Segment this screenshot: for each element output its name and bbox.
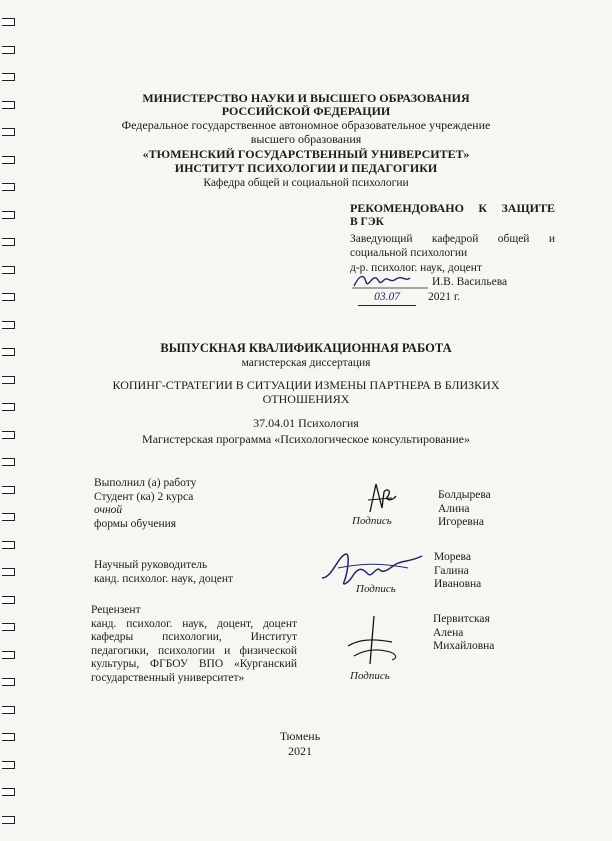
reviewer-line-5: культуры, ФГБОУ ВПО «Курганский: [91, 658, 297, 670]
program: Магистерская программа «Психологическое консультирование»: [142, 432, 470, 446]
reviewer-line-2: канд. психолог. наук, доцент, доцент: [91, 617, 297, 630]
head-name: И.В. Васильева: [432, 276, 508, 288]
supervisor-patronymic: Ивановна: [434, 578, 482, 590]
reviewer-name: Алена: [433, 626, 464, 639]
work-title-line-1: КОПИНГ-СТРАТЕГИИ В СИТУАЦИИ ИЗМЕНЫ ПАРТНЕРА В БЛИЗКИХ: [112, 378, 500, 392]
reviewer-block: [91, 604, 297, 685]
institution-line-1: Федеральное государственное автономное образовательное учреждение: [121, 118, 491, 132]
work-subtype: магистерская диссертация: [241, 357, 371, 369]
year: 2021: [288, 744, 312, 758]
binding-hole: [2, 816, 15, 824]
work-type: ВЫПУСКНАЯ КВАЛИФИКАЦИОННАЯ РАБОТА: [160, 341, 452, 355]
approval-year: 2021 г.: [428, 291, 461, 303]
student-line-1: Выполнил (а) работу: [94, 477, 197, 489]
reviewer-line-1: Рецензент: [91, 604, 141, 616]
head-position-1: Заведующий кафедрой общей и: [350, 232, 555, 245]
binding-hole: [2, 706, 15, 714]
recommendation-block: [350, 201, 555, 305]
binding-hole: [2, 541, 15, 549]
recommendation-title: РЕКОМЕНДОВАНО К ЗАЩИТЕ: [350, 201, 555, 215]
binding-hole: [2, 458, 15, 466]
work-title-line-2: ОТНОШЕНИЯХ: [262, 392, 350, 406]
supervisor-name: Галина: [434, 564, 469, 577]
reviewer-line-4: педагогики, психологии и физической: [91, 644, 297, 657]
student-signature: [362, 478, 402, 516]
head-degree: д-р. психолог. наук, доцент: [350, 261, 482, 274]
department-name: Кафедра общей и социальной психологии: [203, 177, 409, 189]
binding-hole: [2, 788, 15, 796]
supervisor-surname: Морева: [434, 551, 471, 563]
university-name: «ТЮМЕНСКИЙ ГОСУДАРСТВЕННЫЙ УНИВЕРСИТЕТ»: [142, 147, 470, 161]
binding-hole: [2, 18, 15, 26]
specialty: 37.04.01 Психология: [253, 416, 359, 430]
binding-hole: [2, 293, 15, 301]
binding-hole: [2, 568, 15, 576]
supervisor-name-block: [434, 551, 481, 592]
binding-hole: [2, 486, 15, 494]
binding-hole: [2, 513, 15, 521]
institute-name: ИНСТИТУТ ПСИХОЛОГИИ И ПЕДАГОГИКИ: [174, 161, 438, 175]
supervisor-block: [94, 559, 233, 586]
binding-hole: [2, 73, 15, 81]
student-surname: Болдырева: [438, 489, 491, 501]
student-patronymic: Игоревна: [438, 516, 485, 528]
supervisor-signature-label: Подпись: [356, 583, 396, 595]
student-name-block: [438, 489, 491, 530]
binding-hole: [2, 761, 15, 769]
student-line-2: Студент (ка) 2 курса: [94, 490, 194, 503]
student-name: Алина: [438, 502, 470, 515]
ministry-line-2: РОССИЙСКОЙ ФЕДЕРАЦИИ: [221, 104, 391, 118]
head-position-2: социальной психологии: [350, 247, 468, 259]
binding-hole: [2, 266, 15, 274]
city: Тюмень: [279, 729, 321, 743]
binding-hole: [2, 238, 15, 246]
binding-hole: [2, 678, 15, 686]
reviewer-name-block: [433, 613, 494, 654]
reviewer-surname: Первитская: [433, 613, 490, 625]
student-block: [94, 477, 196, 531]
institution-line-2: высшего образования: [250, 132, 362, 146]
binding-hole: [2, 596, 15, 604]
binding-hole: [2, 651, 15, 659]
supervisor-line-1: Научный руководитель: [94, 559, 208, 571]
binding-hole: [2, 46, 15, 54]
binding-hole: [2, 211, 15, 219]
supervisor-line-2: канд. психолог. наук, доцент: [94, 572, 234, 585]
approval-date: 03.07: [358, 290, 416, 306]
reviewer-line-6: государственный университет»: [91, 671, 245, 684]
reviewer-line-3: кафедры психологии, Институт: [91, 631, 297, 643]
reviewer-signature: [340, 612, 404, 670]
student-signature-label: Подпись: [352, 515, 392, 527]
reviewer-signature-label: Подпись: [350, 670, 390, 682]
student-line-4: формы обучения: [94, 517, 177, 530]
head-signature: [350, 270, 430, 292]
recommendation-title-2: В ГЭК: [350, 216, 385, 228]
binding-hole: [2, 623, 15, 631]
reviewer-patronymic: Михайловна: [433, 640, 495, 652]
binding-hole: [2, 321, 15, 329]
student-form: очной: [94, 504, 123, 516]
ministry-line-1: МИНИСТЕРСТВО НАУКИ И ВЫСШЕГО ОБРАЗОВАНИЯ: [142, 91, 470, 105]
